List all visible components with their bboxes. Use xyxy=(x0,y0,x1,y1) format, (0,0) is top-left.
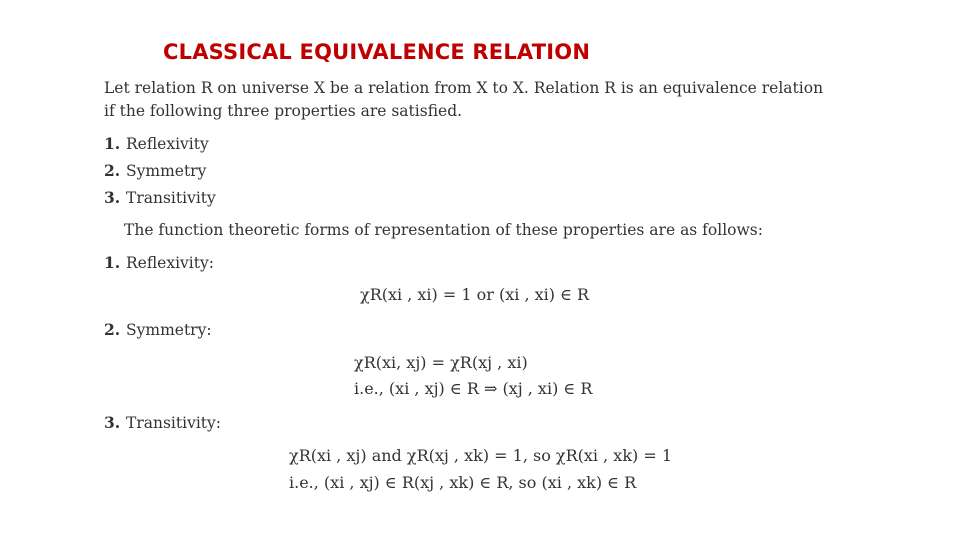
reflexivity-equation: χR(xi , xi) = 1 or (xi , xi) ∈ R xyxy=(360,285,590,304)
property-item-reflexivity xyxy=(104,134,209,153)
form-heading-transitivity xyxy=(104,413,221,432)
property-item-transitivity xyxy=(104,188,216,207)
form-label: Transitivity: xyxy=(126,414,221,432)
form-label: Symmetry: xyxy=(126,321,212,339)
symmetry-equation: χR(xi, xj) = χR(xj , xi) xyxy=(354,353,528,372)
property-item-symmetry xyxy=(104,161,206,180)
form-heading-symmetry xyxy=(104,320,212,339)
form-number: 3. xyxy=(104,413,121,432)
property-label: Symmetry xyxy=(126,162,207,180)
form-number: 1. xyxy=(104,253,121,272)
property-label: Reflexivity xyxy=(126,135,209,153)
transitivity-equation: χR(xi , xj) and χR(xj , xk) = 1, so χR(xi , xk) = 1 xyxy=(289,446,673,465)
property-number: 3. xyxy=(104,188,121,207)
function-forms-intro: The function theoretic forms of representation of these properties are as follows: xyxy=(124,221,763,239)
transitivity-implication: i.e., (xi , xj) ∈ R(xj , xk) ∈ R, so (xi , xk) ∈ R xyxy=(289,473,637,492)
form-heading-reflexivity xyxy=(104,253,214,272)
form-label: Reflexivity: xyxy=(126,254,214,272)
property-number: 2. xyxy=(104,161,121,180)
symmetry-implication: i.e., (xi , xj) ∈ R ⇒ (xj , xi) ∈ R xyxy=(354,379,593,398)
intro-line-1: Let relation R on universe X be a relation from X to X. Relation R is an equivalence relation xyxy=(104,79,824,97)
form-number: 2. xyxy=(104,320,121,339)
property-number: 1. xyxy=(104,134,121,153)
slide-title: CLASSICAL EQUIVALENCE RELATION xyxy=(163,40,591,64)
property-label: Transitivity xyxy=(126,189,216,207)
intro-line-2: if the following three properties are satisfied. xyxy=(104,102,463,120)
